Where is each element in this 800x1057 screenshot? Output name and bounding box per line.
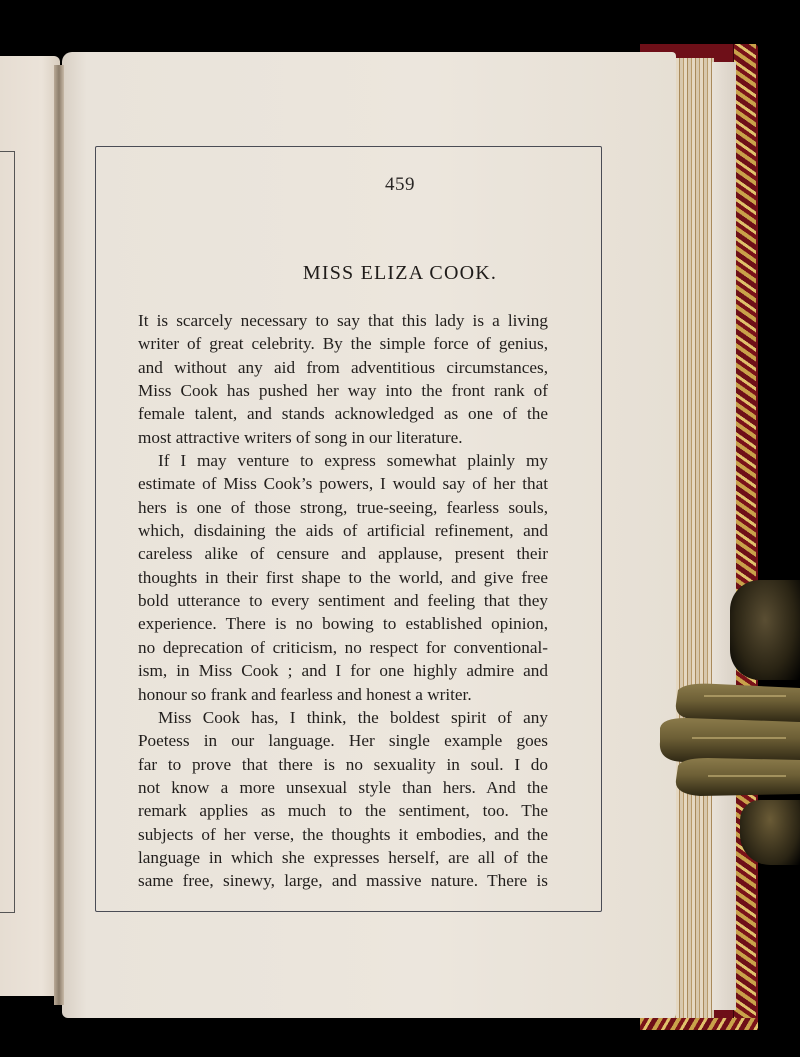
text-line: thoughts in their first shape to the world, and give free <box>138 567 548 587</box>
text-line: It is scarcely necessary to say that this lady is a living <box>138 311 548 330</box>
text-line: subjects of her verse, the thoughts it embodies, and the <box>138 824 548 844</box>
paragraph-1 <box>138 309 548 449</box>
text-line: hers is one of those strong, true-seeing, fearless souls, <box>138 497 548 517</box>
text-line: Poetess in our language. Her single example goes <box>138 731 548 751</box>
text-line: same free, sinewy, large, and massive nature. There is <box>138 871 548 891</box>
gilt-floral-border-bottom <box>640 1018 758 1030</box>
brass-clasp-icon <box>656 682 800 798</box>
gilt-page-edges <box>672 58 714 1018</box>
paragraph-3 <box>138 706 548 893</box>
paragraph-2 <box>138 449 548 706</box>
text-line: writer of great celebrity. By the simple force of genius, <box>138 334 548 354</box>
text-line: ism, in Miss Cook ; and I for one highly admire and <box>138 661 548 681</box>
page-number: 459 <box>385 174 415 195</box>
flyleaf <box>712 62 736 1010</box>
text-line: honour so frank and fearless and honest a writer. <box>138 684 472 704</box>
text-line: If I may venture to express somewhat plainly my <box>158 451 548 471</box>
clasp-mount-upper <box>730 580 800 680</box>
clasp-mount-lower <box>740 800 800 865</box>
text-line: female talent, and stands acknowledged as one of the <box>138 404 548 424</box>
text-line: Miss Cook has, I think, the boldest spirit of any <box>158 707 548 727</box>
text-line: and without any aid from adventitious circumstances, <box>138 357 548 377</box>
text-line: remark applies as much to the sentiment, too. The <box>138 801 548 821</box>
chapter-title: MISS ELIZA COOK. <box>302 262 498 284</box>
text-line: far to prove that there is no sexuality in soul. I do <box>138 754 548 774</box>
text-line: language in which she expresses herself, are all of the <box>138 847 548 867</box>
text-line: experience. There is no bowing to established opinion, <box>138 614 548 634</box>
text-line: no deprecation of criticism, no respect for conventional- <box>138 637 548 657</box>
text-line: not know a more unsexual style than hers. And the <box>138 777 548 797</box>
text-line: Miss Cook has pushed her way into the front rank of <box>138 381 548 401</box>
text-line: which, disdaining the aids of artificial refinement, and <box>138 521 548 541</box>
left-page <box>0 56 60 996</box>
text-line: estimate of Miss Cook’s powers, I would say of her that <box>138 474 548 494</box>
gutter-shadow <box>54 65 64 1005</box>
text-line: bold utterance to every sentiment and feeling that they <box>138 591 548 611</box>
text-line: most attractive writers of song in our literature. <box>138 427 463 447</box>
text-line: careless alike of censure and applause, present their <box>138 544 548 564</box>
body-text <box>138 309 548 893</box>
